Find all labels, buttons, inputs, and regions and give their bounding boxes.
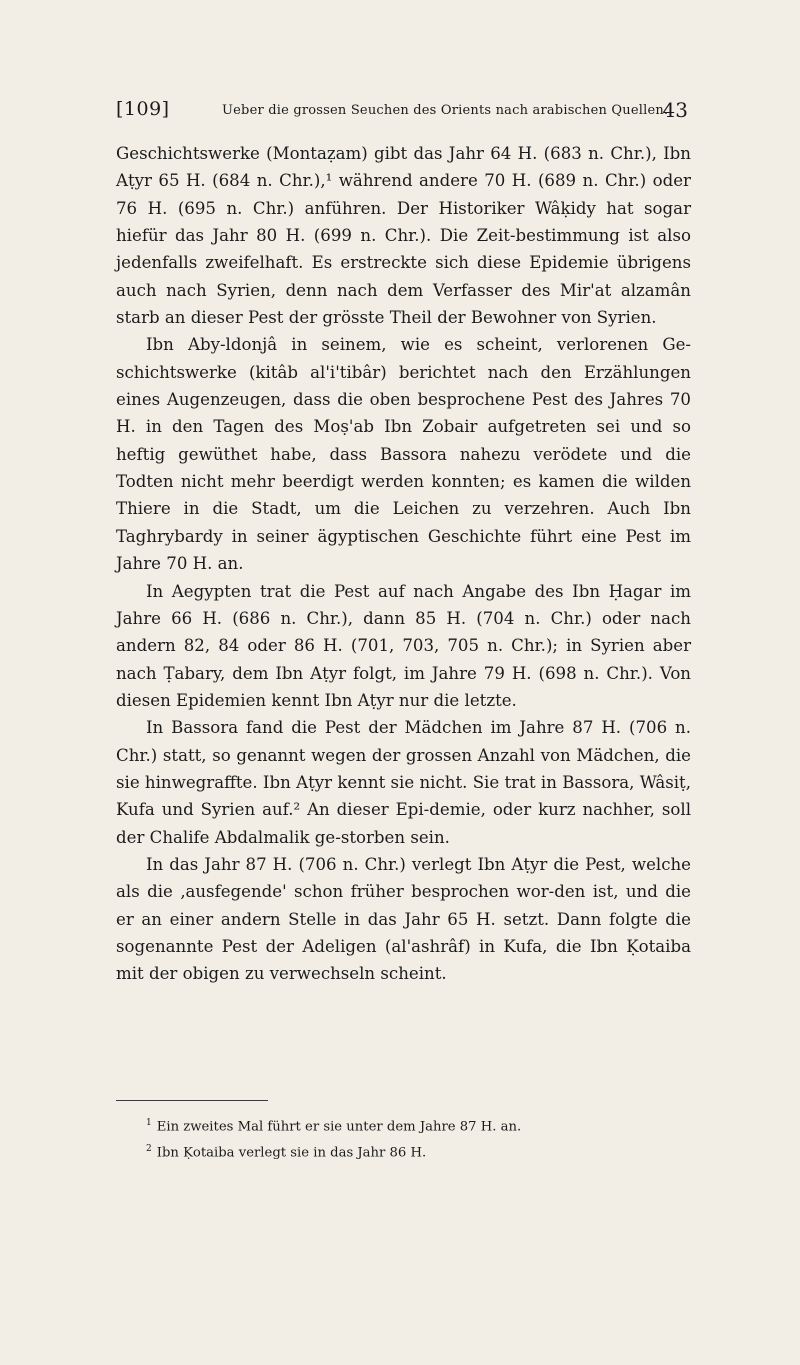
footnote-divider <box>116 1100 268 1101</box>
running-title: Ueber die grossen Seuchen des Orients nach arabischen Quellen. <box>222 103 669 118</box>
paragraph: In Aegypten trat die Pest auf nach Angabe des Ibn Ḥagar im Jahre 66 H. (686 n. Chr.), dann 85 H. (704 n. Chr.) oder nach andern 82, 84 oder 86 H. (701, 703, 705 n. Chr.); in Syrien aber nach Ṭabary, dem Ibn Aṭyr folgt, im Jahre 79 H. (698 n. Chr.). Von diesen Epidemien kennt Ibn Aṭyr nur die letzte. <box>116 581 691 710</box>
footnote <box>146 1138 691 1164</box>
footnotes <box>146 1112 691 1165</box>
paragraph: In Bassora fand die Pest der Mädchen im Jahre 87 H. (706 n. Chr.) statt, so genannt wegen der grossen Anzahl von Mädchen, die sie hinwegraffte. Ibn Aṭyr kennt sie nicht. Sie trat in Bassora, Wâsiṭ, Kufa und Syrien auf.² An dieser Epi-demie, oder kurz nachher, soll der Chalife Abdalmalik ge-storben sein. <box>116 718 691 847</box>
footnote-mark: 2 <box>146 1144 152 1155</box>
footnote <box>146 1112 691 1138</box>
page-bracket-number: [109] <box>116 98 170 120</box>
paragraph: Geschichtswerke (Montaẓam) gibt das Jahr 64 H. (683 n. Chr.), Ibn Aṭyr 65 H. (684 n. Chr.),¹ während andere 70 H. (689 n. Chr.) oder 76 H. (695 n. Chr.) anführen. Der Historiker Wâḳidy hat sogar hiefür das Jahr 80 H. (699 n. Chr.). Die Zeit-bestimmung ist also jedenfalls zweifelhaft. Es erstreckte sich diese Epidemie übrigens auch nach Syrien, denn nach dem Verfasser des Mir'at alzamân starb an dieser Pest der grösste Theil der Bewohner von Syrien. <box>116 144 691 328</box>
main-text <box>116 140 691 988</box>
running-head <box>116 98 690 128</box>
page-number: 43 <box>662 98 688 122</box>
paragraph: In das Jahr 87 H. (706 n. Chr.) verlegt Ibn Aṭyr die Pest, welche als die ‚ausfegende' schon früher besprochen wor-den ist, und die er an einer andern Stelle in das Jahr 65 H. setzt. Dann folgte die sogenannte Pest der Adeligen (al'ashrâf) in Kufa, die Ibn Ḳotaiba mit der obigen zu verwechseln scheint. <box>116 854 691 984</box>
paragraph: Ibn Aby-ldonjâ in seinem, wie es scheint, verlorenen Ge-schichtswerke (kitâb al'i'tibâr) berichtet nach den Erzählungen eines Augenzeugen, dass die oben besprochene Pest des Jahres 70 H. in den Tagen des Moṣ'ab Ibn Zobair aufgetreten sei und so heftig gewüthet habe, dass Bassora nahezu verödete und die Todten nicht mehr beerdigt werden konnten; es kamen die wilden Thiere in die Stadt, um die Leichen zu verzehren. Auch Ibn Taghrybardy in seiner ägyptischen Geschichte führt eine Pest im Jahre 70 H. an. <box>116 335 691 574</box>
footnote-text: Ein zweites Mal führt er sie unter dem Jahre 87 H. an. <box>156 1119 522 1135</box>
footnote-mark: 1 <box>146 1118 152 1128</box>
footnote-text: Ibn Ḳotaiba verlegt sie in das Jahr 86 H. <box>156 1145 427 1161</box>
